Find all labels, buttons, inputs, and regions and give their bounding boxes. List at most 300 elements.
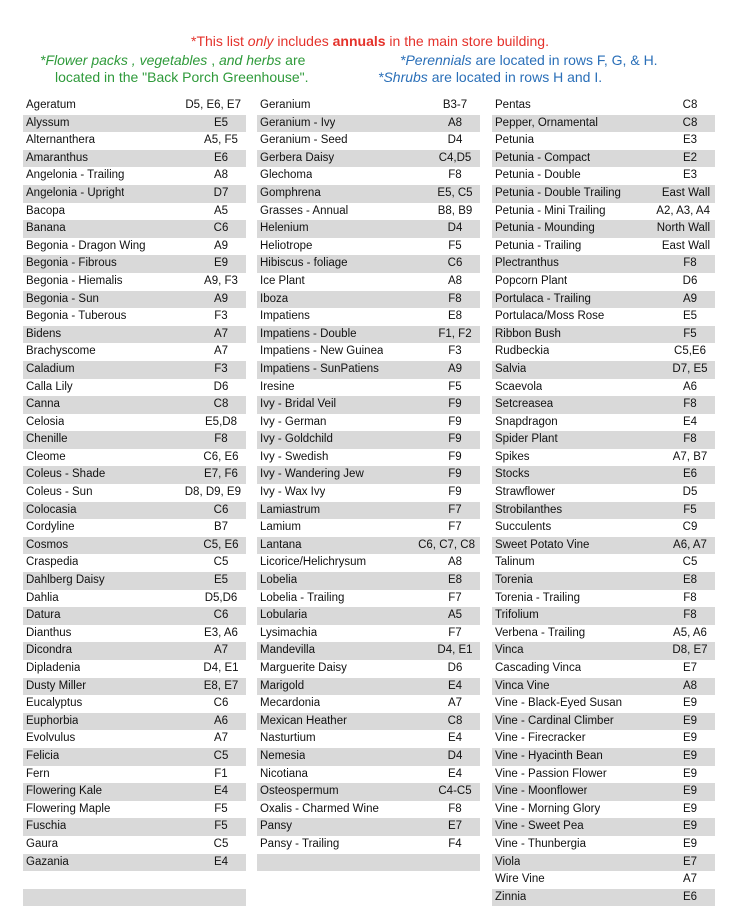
plant-row [492,185,715,203]
plant-row [492,97,715,115]
plant-location: A7 [213,345,229,358]
plant-location: A8 [447,116,463,129]
plant-row [492,414,715,432]
plant-name: Flowering Maple [26,802,111,815]
plant-name: Vine - Thunbergia [495,837,587,850]
plant-location: A8 [682,679,698,692]
plant-name: Torenia [495,574,533,587]
plant-name: Pentas [495,99,531,111]
plant-row [23,801,246,819]
plant-location: C8 [682,99,698,111]
plant-row [257,854,480,872]
plant-name: Dusty Miller [26,679,87,692]
plant-name: Bidens [26,327,62,340]
plant-name: Plectranthus [495,257,559,270]
plant-location: D4, E1 [203,662,239,674]
plant-location: F8 [683,609,697,622]
plant-row [492,766,715,784]
plant-location: E9 [682,820,698,833]
plant-name: Begonia - Tuberous [26,310,127,323]
plant-name: Petunia - Mini Trailing [495,204,606,217]
plant-name: Spider Plant [495,433,558,446]
plant-name: Nasturtium [260,732,316,745]
plant-name: Lantana [260,538,302,551]
plant-location: F7 [448,521,462,534]
plant-row [257,396,480,414]
plant-name: Marigold [260,679,305,692]
plant-location: F9 [448,486,462,499]
plant-location: E8 [447,574,463,587]
plant-name: Petunia - Mounding [495,222,595,235]
plant-name: Mandevilla [260,644,315,657]
plant-name: Ivy - Swedish [260,450,329,463]
plant-name: Gomphrena [260,186,321,199]
plant-name: Portulaca/Moss Rose [495,310,605,323]
plant-row [492,748,715,766]
plant-row [23,695,246,713]
plant-location: E5,D8 [205,415,237,428]
plant-name: Lobelia [260,574,298,587]
perennials-note-italic: *Perennials [400,52,472,68]
plant-row [23,818,246,836]
plant-name: Brachyscome [26,345,96,358]
plant-name: Ice Plant [260,274,305,287]
plant-name: Caladium [26,362,75,375]
plant-row [257,238,480,256]
plant-location [431,871,475,889]
plant-name: Petunia [495,134,535,147]
plant-row [492,150,715,168]
plant-location: D7 [213,186,229,199]
plant-row [492,801,715,819]
header-note-part: includes [273,33,333,49]
plant-name: Lysimachia [260,626,318,639]
plant-name: Verbena - Trailing [495,626,586,639]
plant-name: Gaura [26,837,58,850]
plant-row [492,132,715,150]
plant-location: C4-C5 [438,785,472,798]
plant-location: A6, A7 [673,538,707,551]
plant-row [23,889,246,907]
plant-row [23,748,246,766]
plant-location: A5, F5 [204,134,238,147]
header-note-part: *This list [191,33,248,49]
plant-location: D7, E5 [672,362,708,375]
plant-row [23,238,246,256]
plant-row [492,713,715,731]
plant-location: C9 [682,521,698,534]
plant-location: F5 [683,327,697,340]
plant-row [257,660,480,678]
plant-name: Scaevola [495,380,543,393]
plant-location: F5 [214,802,228,815]
plant-location: E9 [213,257,229,270]
flowers-note-italic: *Flower packs , vegetables [40,52,208,68]
plant-location: F8 [214,433,228,446]
plant-name: Geranium - Seed [260,134,348,147]
plant-row [23,167,246,185]
plant-location: E9 [682,837,698,850]
plant-location: D8, D9, E9 [184,486,241,499]
plant-row [492,396,715,414]
plant-name: Nemesia [260,749,306,762]
shrubs-note [378,69,602,86]
plant-name: Iresine [260,380,295,393]
plant-row [23,361,246,379]
plant-name: Eucalyptus [26,697,83,710]
plant-name: Mecardonia [260,697,321,710]
plant-row [23,97,246,115]
plant-name: Viola [495,855,521,868]
plant-location: D4 [447,134,463,147]
plant-column-2 [257,97,480,889]
plant-row [257,203,480,221]
plant-location: E4 [213,855,229,868]
plant-name: Helenium [260,222,309,235]
plant-location: C6 [213,697,229,710]
plant-row [257,431,480,449]
plant-row [257,554,480,572]
plant-location: F7 [448,591,462,604]
plant-name: Mexican Heather [260,714,347,727]
plant-row [257,818,480,836]
plant-name: Ivy - German [260,415,327,428]
plant-location: E6 [682,468,698,481]
plant-name: Banana [26,222,66,235]
plant-row [492,115,715,133]
plant-row [23,554,246,572]
plant-location: A8 [447,274,463,287]
plant-name: Vine - Sweet Pea [495,820,584,833]
plant-location: F9 [448,415,462,428]
plant-row [23,379,246,397]
plant-name: Fuschia [26,820,67,833]
plant-row [257,414,480,432]
plant-row [257,519,480,537]
plant-row [492,590,715,608]
plant-name: Spikes [495,450,530,463]
plant-row [257,783,480,801]
plant-row [492,607,715,625]
plant-row [23,150,246,168]
plant-location: North Wall [656,222,710,235]
plant-location: F5 [448,239,462,252]
plant-location: A8 [213,169,229,182]
plant-location: C5, E6 [203,538,239,551]
plant-name: Lobularia [260,609,308,622]
plant-row [23,537,246,555]
plant-row [23,255,246,273]
plant-name: Stocks [495,468,530,481]
plant-name: Petunia - Compact [495,151,591,164]
plant-name: Popcorn Plant [495,274,568,287]
plant-name: Vine - Passion Flower [495,767,607,780]
plant-row [257,255,480,273]
plant-name: Petunia - Trailing [495,239,582,252]
plant-name: Portulaca - Trailing [495,292,591,305]
plant-name: Rudbeckia [495,345,550,358]
plant-row [492,238,715,256]
plant-row [257,185,480,203]
plant-location [197,889,241,907]
plant-name: Ageratum [26,99,76,111]
plant-location: C4,D5 [438,151,472,164]
plant-name: Pansy - Trailing [260,837,340,850]
plant-location: A5 [213,204,229,217]
plant-name: Strobilanthes [495,503,563,516]
plant-location: E9 [682,732,698,745]
plant-row [23,273,246,291]
plant-name: Cascading Vinca [495,662,582,674]
plant-location: E3 [682,169,698,182]
plant-location: F8 [448,802,462,815]
plant-row [23,396,246,414]
plant-location: D5, E6, E7 [185,99,241,111]
plant-location: F8 [448,169,462,182]
plant-location: E4 [682,415,698,428]
plant-row [492,167,715,185]
plant-row [23,502,246,520]
plant-name: Begonia - Fibrous [26,257,117,270]
header-note-annuals: annuals [332,33,386,49]
plant-row [257,713,480,731]
plant-location: B8, B9 [437,204,473,217]
plant-row [23,713,246,731]
plant-location: F7 [448,626,462,639]
plant-name: Marguerite Daisy [260,662,347,674]
plant-row [492,836,715,854]
plant-name: Vinca Vine [495,679,550,692]
plant-location: F1, F2 [438,327,472,340]
plant-row [23,678,246,696]
flowers-note-line2: located in the "Back Porch Greenhouse". [55,69,309,85]
perennials-note [400,52,658,69]
plant-name: Petunia - Double Trailing [495,186,621,199]
plant-location: C6 [447,257,463,270]
plant-location: F5 [214,820,228,833]
plant-row [23,871,246,889]
plant-row [23,730,246,748]
plant-location: C6 [213,222,229,235]
plant-name: Ivy - Wandering Jew [260,468,364,481]
plant-name: Begonia - Sun [26,292,99,305]
plant-location: F8 [683,591,697,604]
plant-location: E8, E7 [203,679,239,692]
plant-row [257,291,480,309]
plant-location: D6 [447,662,463,674]
plant-location: B3-7 [442,99,468,111]
plant-row [23,343,246,361]
plant-location: A6 [682,380,698,393]
plant-row [492,519,715,537]
plant-name: Cordyline [26,521,75,534]
plant-location: A9 [447,362,463,375]
plant-location: C5 [213,749,229,762]
plant-row [257,748,480,766]
plant-row [257,766,480,784]
plant-location: E8 [682,574,698,587]
plant-name: Torenia - Trailing [495,591,581,604]
plant-name: Bacopa [26,204,66,217]
plant-row [492,783,715,801]
plant-location: E4 [213,785,229,798]
plant-location: F9 [448,433,462,446]
plant-row [23,414,246,432]
plant-row [23,308,246,326]
plant-location: A6 [213,714,229,727]
plant-location: F8 [683,433,697,446]
plant-name: Angelonia - Trailing [26,169,125,182]
plant-name: Hibiscus - foliage [260,257,348,270]
plant-name: Snapdragon [495,415,558,428]
plant-name: Nicotiana [260,767,308,780]
plant-name: Dicondra [26,644,73,657]
plant-name: Dianthus [26,626,72,639]
plant-location: E5 [682,310,698,323]
plant-name: Salvia [495,362,527,375]
plant-location: F4 [448,837,462,850]
plant-row [257,167,480,185]
plant-row [492,818,715,836]
plant-name: Impatiens - New Guinea [260,345,384,358]
plant-row [492,502,715,520]
plant-location: C6, E6 [203,450,239,463]
plant-location: D5,D6 [204,591,238,604]
plant-name: Amaranthus [26,151,89,164]
plant-row [492,660,715,678]
plant-row [257,326,480,344]
plant-location: A7 [682,873,698,886]
plant-name: Fern [26,767,50,780]
plant-location: D4 [447,749,463,762]
plant-location: East Wall [661,239,710,252]
plant-column-1 [23,97,246,906]
plant-name: Ivy - Bridal Veil [260,398,337,411]
plant-row [23,326,246,344]
plant-row [492,220,715,238]
plant-row [257,308,480,326]
plant-row [23,783,246,801]
plant-row [257,97,480,115]
plant-location: E4 [447,767,463,780]
plant-row [23,431,246,449]
plant-location: F3 [214,310,228,323]
flowers-note-italic2: and herbs [218,52,282,68]
plant-row [492,854,715,872]
plant-name: Grasses - Annual [260,204,349,217]
plant-location: E4 [447,679,463,692]
plant-column-3 [492,97,715,906]
plant-row [257,607,480,625]
plant-name: Alternanthera [26,134,96,147]
plant-name: Sweet Potato Vine [495,538,590,551]
plant-row [23,590,246,608]
plant-name: Vine - Hyacinth Bean [495,749,603,762]
plant-row [492,203,715,221]
plant-name: Begonia - Hiemalis [26,274,123,287]
plant-location: E5, C5 [437,186,473,199]
plant-row [257,678,480,696]
plant-row [257,625,480,643]
plant-row [23,132,246,150]
plant-location: C8 [447,714,463,727]
plant-name: Coleus - Shade [26,468,106,481]
plant-name: Evolvulus [26,732,76,745]
plant-name: Begonia - Dragon Wing [26,239,146,252]
plant-row [23,449,246,467]
plant-location: E3, A6 [204,626,238,639]
plant-name: Petunia - Double [495,169,581,182]
plant-row [23,291,246,309]
plant-location: F9 [448,450,462,463]
plant-location: A9, F3 [204,274,238,287]
plant-row [492,889,715,907]
plant-row [23,115,246,133]
plant-location: A7 [213,327,229,340]
plant-row [492,255,715,273]
plant-location: F5 [683,503,697,516]
flowers-note [40,52,305,69]
plant-row [23,607,246,625]
plant-location: E9 [682,802,698,815]
plant-row [492,625,715,643]
plant-row [23,185,246,203]
plant-name: Lamium [260,521,301,534]
plant-location: E7, F6 [204,468,238,481]
plant-location: D6 [213,380,229,393]
plant-name: Pepper, Ornamental [495,116,598,129]
plant-row [492,291,715,309]
plant-name: Impatiens [260,310,310,323]
plant-location: E4 [447,732,463,745]
plant-row [492,642,715,660]
plant-row [492,678,715,696]
plant-row [492,308,715,326]
header-note-only: only [247,33,274,49]
plant-name: Vinca [495,644,524,657]
plant-row [23,660,246,678]
plant-name: Iboza [260,292,289,305]
plant-name: Cosmos [26,538,69,551]
plant-row [492,343,715,361]
plant-location: A7, B7 [672,450,708,463]
plant-location: E5 [213,116,229,129]
plant-name: Wire Vine [495,873,545,886]
plant-row [23,625,246,643]
plant-name: Talinum [495,556,535,569]
plant-name: Vine - Cardinal Climber [495,714,614,727]
plant-row [23,642,246,660]
plant-row [492,449,715,467]
plant-name: Ivy - Goldchild [260,433,333,446]
plant-location [197,871,241,889]
plant-name: Craspedia [26,556,79,569]
plant-location: E9 [682,697,698,710]
plant-row [257,730,480,748]
plant-location: C5 [213,556,229,569]
plant-row [257,132,480,150]
plant-location: E6 [682,890,698,903]
plant-name: Glechoma [260,169,313,182]
plant-location: C6 [213,609,229,622]
plant-location: C8 [213,398,229,411]
plant-name: Flowering Kale [26,785,103,798]
plant-location: D6 [682,274,698,287]
plant-row [257,801,480,819]
plant-location: C5 [682,556,698,569]
plant-location: E3 [682,134,698,147]
plant-row [492,871,715,889]
